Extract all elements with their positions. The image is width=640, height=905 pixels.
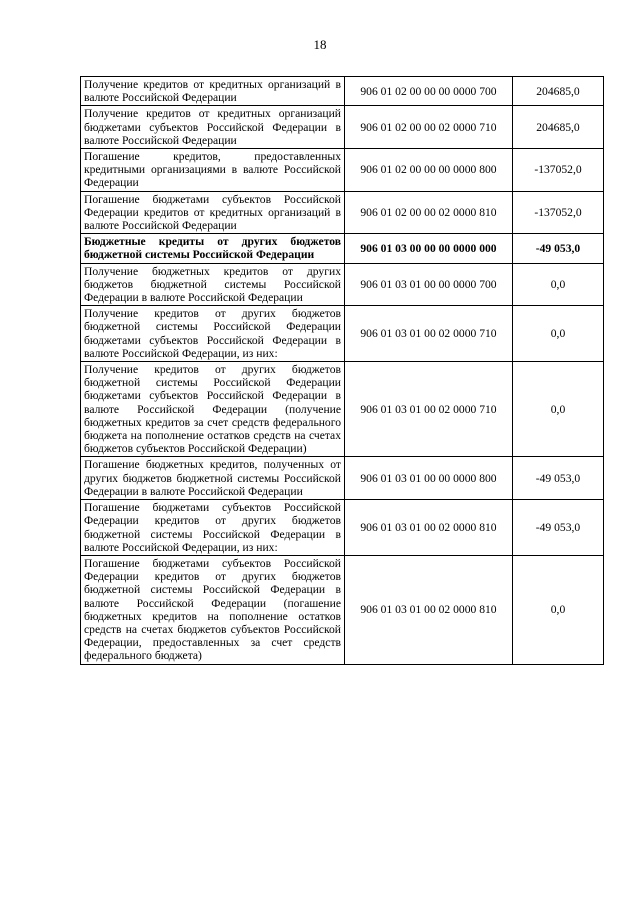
row-code: 906 01 02 00 00 02 0000 710 [345, 106, 513, 149]
row-code: 906 01 03 01 00 00 0000 700 [345, 263, 513, 306]
row-code: 906 01 02 00 00 02 0000 810 [345, 191, 513, 234]
row-code: 906 01 03 01 00 00 0000 800 [345, 457, 513, 500]
row-name: Получение бюджетных кредитов от других бюджетов бюджетной системы Российской Федерации в валюте Российской Федерации [81, 263, 345, 306]
row-code: 906 01 03 01 00 02 0000 710 [345, 306, 513, 362]
row-amount: 0,0 [513, 306, 604, 362]
row-code: 906 01 02 00 00 00 0000 800 [345, 149, 513, 192]
row-name: Погашение бюджетных кредитов, полученных от других бюджетов бюджетной системы Российской Федерации в валюте Российской Федерации [81, 457, 345, 500]
row-amount: 204685,0 [513, 106, 604, 149]
table-row [81, 500, 604, 556]
row-name: Получение кредитов от кредитных организаций бюджетами субъектов Российской Федерации в валюте Российской Федерации [81, 106, 345, 149]
row-amount: -49 053,0 [513, 234, 604, 263]
table-row [81, 362, 604, 457]
row-name: Получение кредитов от других бюджетов бюджетной системы Российской Федерации бюджетами субъектов Российской Федерации в валюте Российской Федерации (получение бюджетных кредитов за счет средств федерального бюджета на пополнение остатков средств на счетах бюджетов субъектов Российской Федерации) [81, 362, 345, 457]
row-name: Погашение бюджетами субъектов Российской Федерации кредитов от кредитных организаций в валюте Российской Федерации [81, 191, 345, 234]
row-name: Бюджетные кредиты от других бюджетов бюджетной системы Российской Федерации [81, 234, 345, 263]
row-code: 906 01 03 00 00 00 0000 000 [345, 234, 513, 263]
row-amount: 204685,0 [513, 77, 604, 106]
table-row-section-heading [81, 234, 604, 263]
row-code: 906 01 03 01 00 02 0000 810 [345, 555, 513, 664]
row-name: Получение кредитов от кредитных организаций в валюте Российской Федерации [81, 77, 345, 106]
row-amount: 0,0 [513, 263, 604, 306]
page-number: 18 [313, 37, 327, 52]
table-body [81, 77, 604, 665]
table-row [81, 191, 604, 234]
row-amount: -49 053,0 [513, 500, 604, 556]
table-row [81, 457, 604, 500]
table-row [81, 149, 604, 192]
table-row [81, 106, 604, 149]
row-amount: -137052,0 [513, 149, 604, 192]
row-name: Погашение бюджетами субъектов Российской Федерации кредитов от других бюджетов бюджетной системы Российской Федерации в валюте Российской Федерации, из них: [81, 500, 345, 556]
row-code: 906 01 02 00 00 00 0000 700 [345, 77, 513, 106]
row-name: Погашение бюджетами субъектов Российской Федерации кредитов от других бюджетов бюджетной системы Российской Федерации в валюте Российской Федерации (погашение бюджетных кредитов на пополнение остатков средств на счетах бюджетов субъектов Российской Федерации, предоставленных за счет средств федерального бюджета) [81, 555, 345, 664]
table-row [81, 263, 604, 306]
row-code: 906 01 03 01 00 02 0000 710 [345, 362, 513, 457]
row-amount: -49 053,0 [513, 457, 604, 500]
row-name: Погашение кредитов, предоставленных кредитными организациями в валюте Российской Федерации [81, 149, 345, 192]
table-row [81, 555, 604, 664]
row-amount: 0,0 [513, 555, 604, 664]
table-row [81, 77, 604, 106]
row-name: Получение кредитов от других бюджетов бюджетной системы Российской Федерации бюджетами субъектов Российской Федерации в валюте Российской Федерации, из них: [81, 306, 345, 362]
row-amount: 0,0 [513, 362, 604, 457]
budget-sources-table [80, 76, 604, 665]
table-row [81, 306, 604, 362]
row-code: 906 01 03 01 00 02 0000 810 [345, 500, 513, 556]
row-amount: -137052,0 [513, 191, 604, 234]
